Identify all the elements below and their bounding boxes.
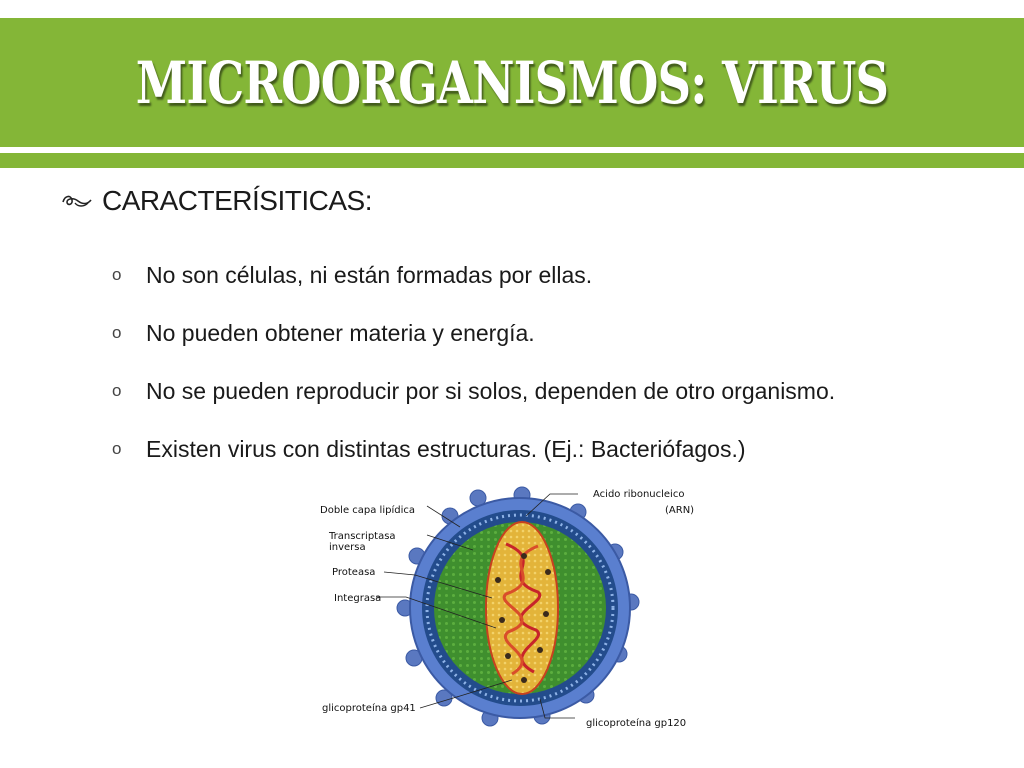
list-item	[112, 246, 835, 304]
label-transcriptasa-inversa: inversa	[329, 542, 366, 553]
bullet-text: No son células, ni están formadas por ellas.	[146, 261, 593, 288]
virus-diagram	[310, 480, 710, 740]
virus-particle	[376, 487, 639, 726]
label-proteasa: Proteasa	[332, 567, 376, 578]
label-gp41: glicoproteína gp41	[322, 703, 416, 714]
bullet-marker: o	[112, 439, 122, 458]
slide-title: MICROORGANISMOS: VIRUS	[135, 49, 889, 117]
bullet-marker: o	[112, 265, 122, 284]
label-transcriptasa: Transcriptasa	[329, 531, 396, 542]
bullet-list	[112, 246, 835, 478]
bullet-marker: o	[112, 323, 122, 342]
bullet-marker: o	[112, 381, 122, 400]
bullet-text: No pueden obtener materia y energía.	[146, 319, 535, 346]
label-arn: (ARN)	[665, 505, 695, 516]
curl-bullet-icon	[60, 191, 96, 211]
bullet-text: No se pueden reproducir por si solos, dependen de otro organismo.	[146, 377, 836, 404]
list-item	[112, 420, 835, 478]
label-integrasa: Integrasa	[334, 593, 382, 604]
list-item	[112, 304, 835, 362]
bullet-text: Existen virus con distintas estructuras. (Ej.: Bacteriófagos.)	[146, 435, 746, 462]
label-gp120: glicoproteína gp120	[586, 718, 687, 729]
label-doble-capa: Doble capa lipídica	[320, 505, 415, 516]
section-heading: CARACTERÍSITICAS:	[102, 185, 372, 216]
list-item	[112, 362, 835, 420]
label-acido-ribonucleico: Acido ribonucleico	[593, 489, 685, 500]
capsid	[486, 522, 558, 694]
section-heading-row	[60, 183, 372, 219]
title-underline-stripe	[0, 153, 1024, 168]
